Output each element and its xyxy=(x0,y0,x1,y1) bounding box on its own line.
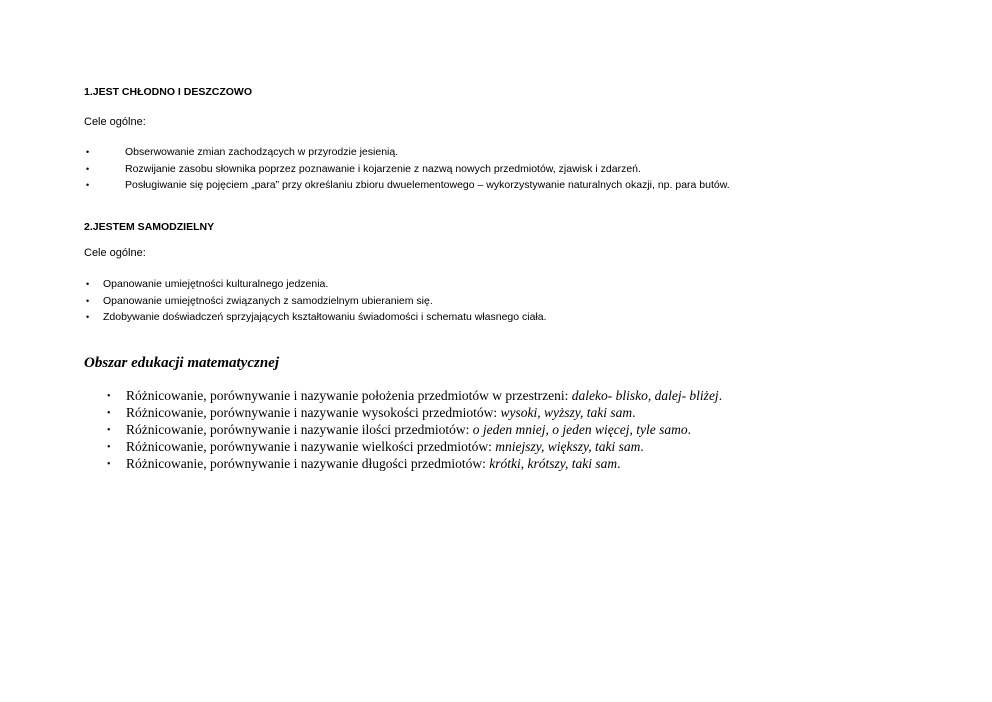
list-item xyxy=(107,387,722,404)
list-item xyxy=(107,455,722,472)
list-item-text: Różnicowanie, porównywanie i nazywanie wysokości przedmiotów: xyxy=(126,405,501,420)
list-item xyxy=(107,404,722,421)
bullet-icon: • xyxy=(86,312,90,322)
list-item xyxy=(107,421,722,438)
math-section-title: Obszar edukacji matematycznej xyxy=(84,355,279,371)
bullet-icon: • xyxy=(107,425,111,436)
list-item-text: Rozwijanie zasobu słownika poprzez poznawanie i kojarzenie z nazwą nowych przedmiotów, zjawisk i zdarzeń. xyxy=(125,162,641,175)
list-item-end: . xyxy=(617,456,621,471)
list-item-end: . xyxy=(632,405,636,420)
section-2-goals-list xyxy=(86,276,547,326)
list-item-text: Różnicowanie, porównywanie i nazywanie położenia przedmiotów w przestrzeni: xyxy=(126,388,572,403)
list-item xyxy=(86,309,547,326)
list-item-examples: wysoki, wyższy, taki sam xyxy=(500,405,633,420)
list-item-examples: daleko- blisko, dalej- bliżej xyxy=(571,388,719,403)
section-2-title: 2.JESTEM SAMODZIELNY xyxy=(84,221,215,233)
list-item xyxy=(86,276,547,293)
list-item-examples: o jeden mniej, o jeden więcej, tyle samo xyxy=(472,422,688,437)
list-item-examples: krótki, krótszy, taki sam xyxy=(489,456,618,471)
section-2-goals-label: Cele ogólne: xyxy=(84,247,146,259)
list-item-text: Posługiwanie się pojęciem „para” przy określaniu zbioru dwuelementowego – wykorzystywanie naturalnych okazji, np. para butów. xyxy=(125,179,730,191)
list-item xyxy=(86,161,730,178)
list-item-text: Różnicowanie, porównywanie i nazywanie wielkości przedmiotów: xyxy=(126,439,496,454)
bullet-icon: • xyxy=(107,408,111,419)
list-item-text: Obserwowanie zmian zachodzących w przyrodzie jesienią. xyxy=(125,146,399,158)
bullet-icon: • xyxy=(86,147,90,157)
bullet-icon: • xyxy=(107,459,111,470)
section-1-title: 1.JEST CHŁODNO I DESZCZOWO xyxy=(84,86,253,98)
bullet-icon: • xyxy=(86,180,90,190)
list-item xyxy=(86,177,730,194)
list-item-examples: mniejszy, większy, taki sam xyxy=(495,439,641,454)
list-item xyxy=(107,438,722,455)
list-item-end: . xyxy=(640,439,644,454)
bullet-icon: • xyxy=(86,279,90,289)
list-item-text: Opanowanie umiejętności kulturalnego jedzenia. xyxy=(103,278,329,290)
math-goals-list xyxy=(107,387,722,472)
bullet-icon: • xyxy=(107,442,111,453)
list-item-end: . xyxy=(718,388,723,403)
bullet-icon: • xyxy=(86,295,90,306)
list-item-text: Różnicowanie, porównywanie i nazywanie długości przedmiotów: xyxy=(126,456,490,471)
list-item-text: Opanowanie umiejętności związanych z samodzielnym ubieraniem się. xyxy=(103,294,433,307)
list-item-end: . xyxy=(687,422,691,437)
bullet-icon: • xyxy=(107,391,111,402)
list-item-text: Różnicowanie, porównywanie i nazywanie ilości przedmiotów: xyxy=(126,422,473,437)
section-1-goals-label: Cele ogólne: xyxy=(84,116,146,128)
list-item xyxy=(86,293,547,310)
list-item-text: Zdobywanie doświadczeń sprzyjających kształtowaniu świadomości i schematu własnego ciała. xyxy=(103,311,547,323)
section-1-goals-list xyxy=(86,144,730,194)
bullet-icon: • xyxy=(86,163,90,174)
list-item xyxy=(86,144,730,161)
